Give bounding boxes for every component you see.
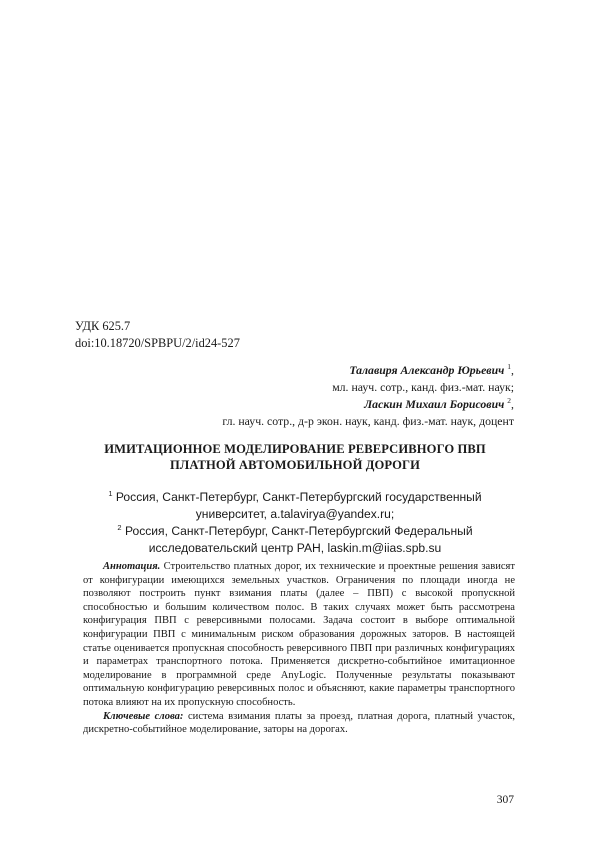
author-2-comma: , xyxy=(511,397,514,411)
affiliation-1-line-2: университет, a.talavirya@yandex.ru; xyxy=(195,507,395,521)
paper-title xyxy=(75,441,515,473)
author-2-position: гл. науч. сотр., д-р экон. наук, канд. физ.-мат. наук, доцент xyxy=(222,414,514,428)
affiliation-2-text: Россия, Санкт-Петербург, Санкт-Петербургский Федеральный xyxy=(121,524,473,538)
author-2-name: Ласкин Михаил Борисович xyxy=(364,397,505,411)
article-meta xyxy=(75,318,240,352)
keywords-text: система взимания платы за проезд, платная дорога, платный участок, дискретно-событийное моделирование, заторы на дорогах. xyxy=(83,710,515,736)
doi: doi:10.18720/SPBPU/2/id24-527 xyxy=(75,336,240,350)
affiliations xyxy=(75,489,515,557)
affiliation-1-sup: 1 xyxy=(108,488,113,498)
keywords-label: Ключевые слова: xyxy=(103,710,184,722)
abstract-paragraph xyxy=(83,560,515,710)
page-number: 307 xyxy=(496,794,514,806)
keywords-paragraph xyxy=(83,710,515,737)
abstract-section xyxy=(83,560,515,737)
author-1-line xyxy=(74,362,514,379)
affiliation-2-line-1 xyxy=(75,523,515,540)
author-1-name: Талавиря Александр Юрьевич xyxy=(349,363,505,377)
author-block xyxy=(74,362,514,430)
title-line-1: ИМИТАЦИОННОЕ МОДЕЛИРОВАНИЕ РЕВЕРСИВНОГО ПВП xyxy=(104,442,486,456)
author-1-comma: , xyxy=(511,363,514,377)
affiliation-1-line-1 xyxy=(75,489,515,506)
title-line-2: ПЛАТНОЙ АВТОМОБИЛЬНОЙ ДОРОГИ xyxy=(170,458,420,472)
affiliation-1-text: Россия, Санкт-Петербург, Санкт-Петербургский государственный xyxy=(112,490,482,504)
author-2-sup: 2 xyxy=(507,396,512,406)
author-2-line xyxy=(74,396,514,413)
author-1-position: мл. науч. сотр., канд. физ.-мат. наук; xyxy=(332,380,514,394)
abstract-label: Аннотация. xyxy=(103,561,161,572)
udk-code: УДК 625.7 xyxy=(75,319,131,333)
abstract-text: Строительство платных дорог, их технические и проектные решения зависят от конфигурации имеющихся земельных участков. Ограничения по площади иногда не позволяют построить пункт взимания платы (далее – ПВП) с высокой пропускной способностью и большим количеством полос. В таких случаях может быть рассмотрена конфигурация ПВП с реверсивными полосами. Задача состоит в выборе оптимальной конфигурации ПВП с минимальным риском образования дорожных заторов. В настоящей статье оценивается пропускная способность реверсивного ПВП при различных конфигурациях и параметрах транспортного потока. Применяется дискретно-событийное имитационное моделирование в программной среде AnyLogic. Полученные результаты показывают оптимальную конфигурацию реверсивных полос и объясняют, какие параметры транспортного потока влияют на их пропускную способность. xyxy=(83,561,515,708)
affiliation-2-line-2: исследовательский центр РАН, laskin.m@iias.spb.su xyxy=(148,541,442,555)
affiliation-2-sup: 2 xyxy=(117,522,122,532)
author-1-sup: 1 xyxy=(507,362,512,372)
